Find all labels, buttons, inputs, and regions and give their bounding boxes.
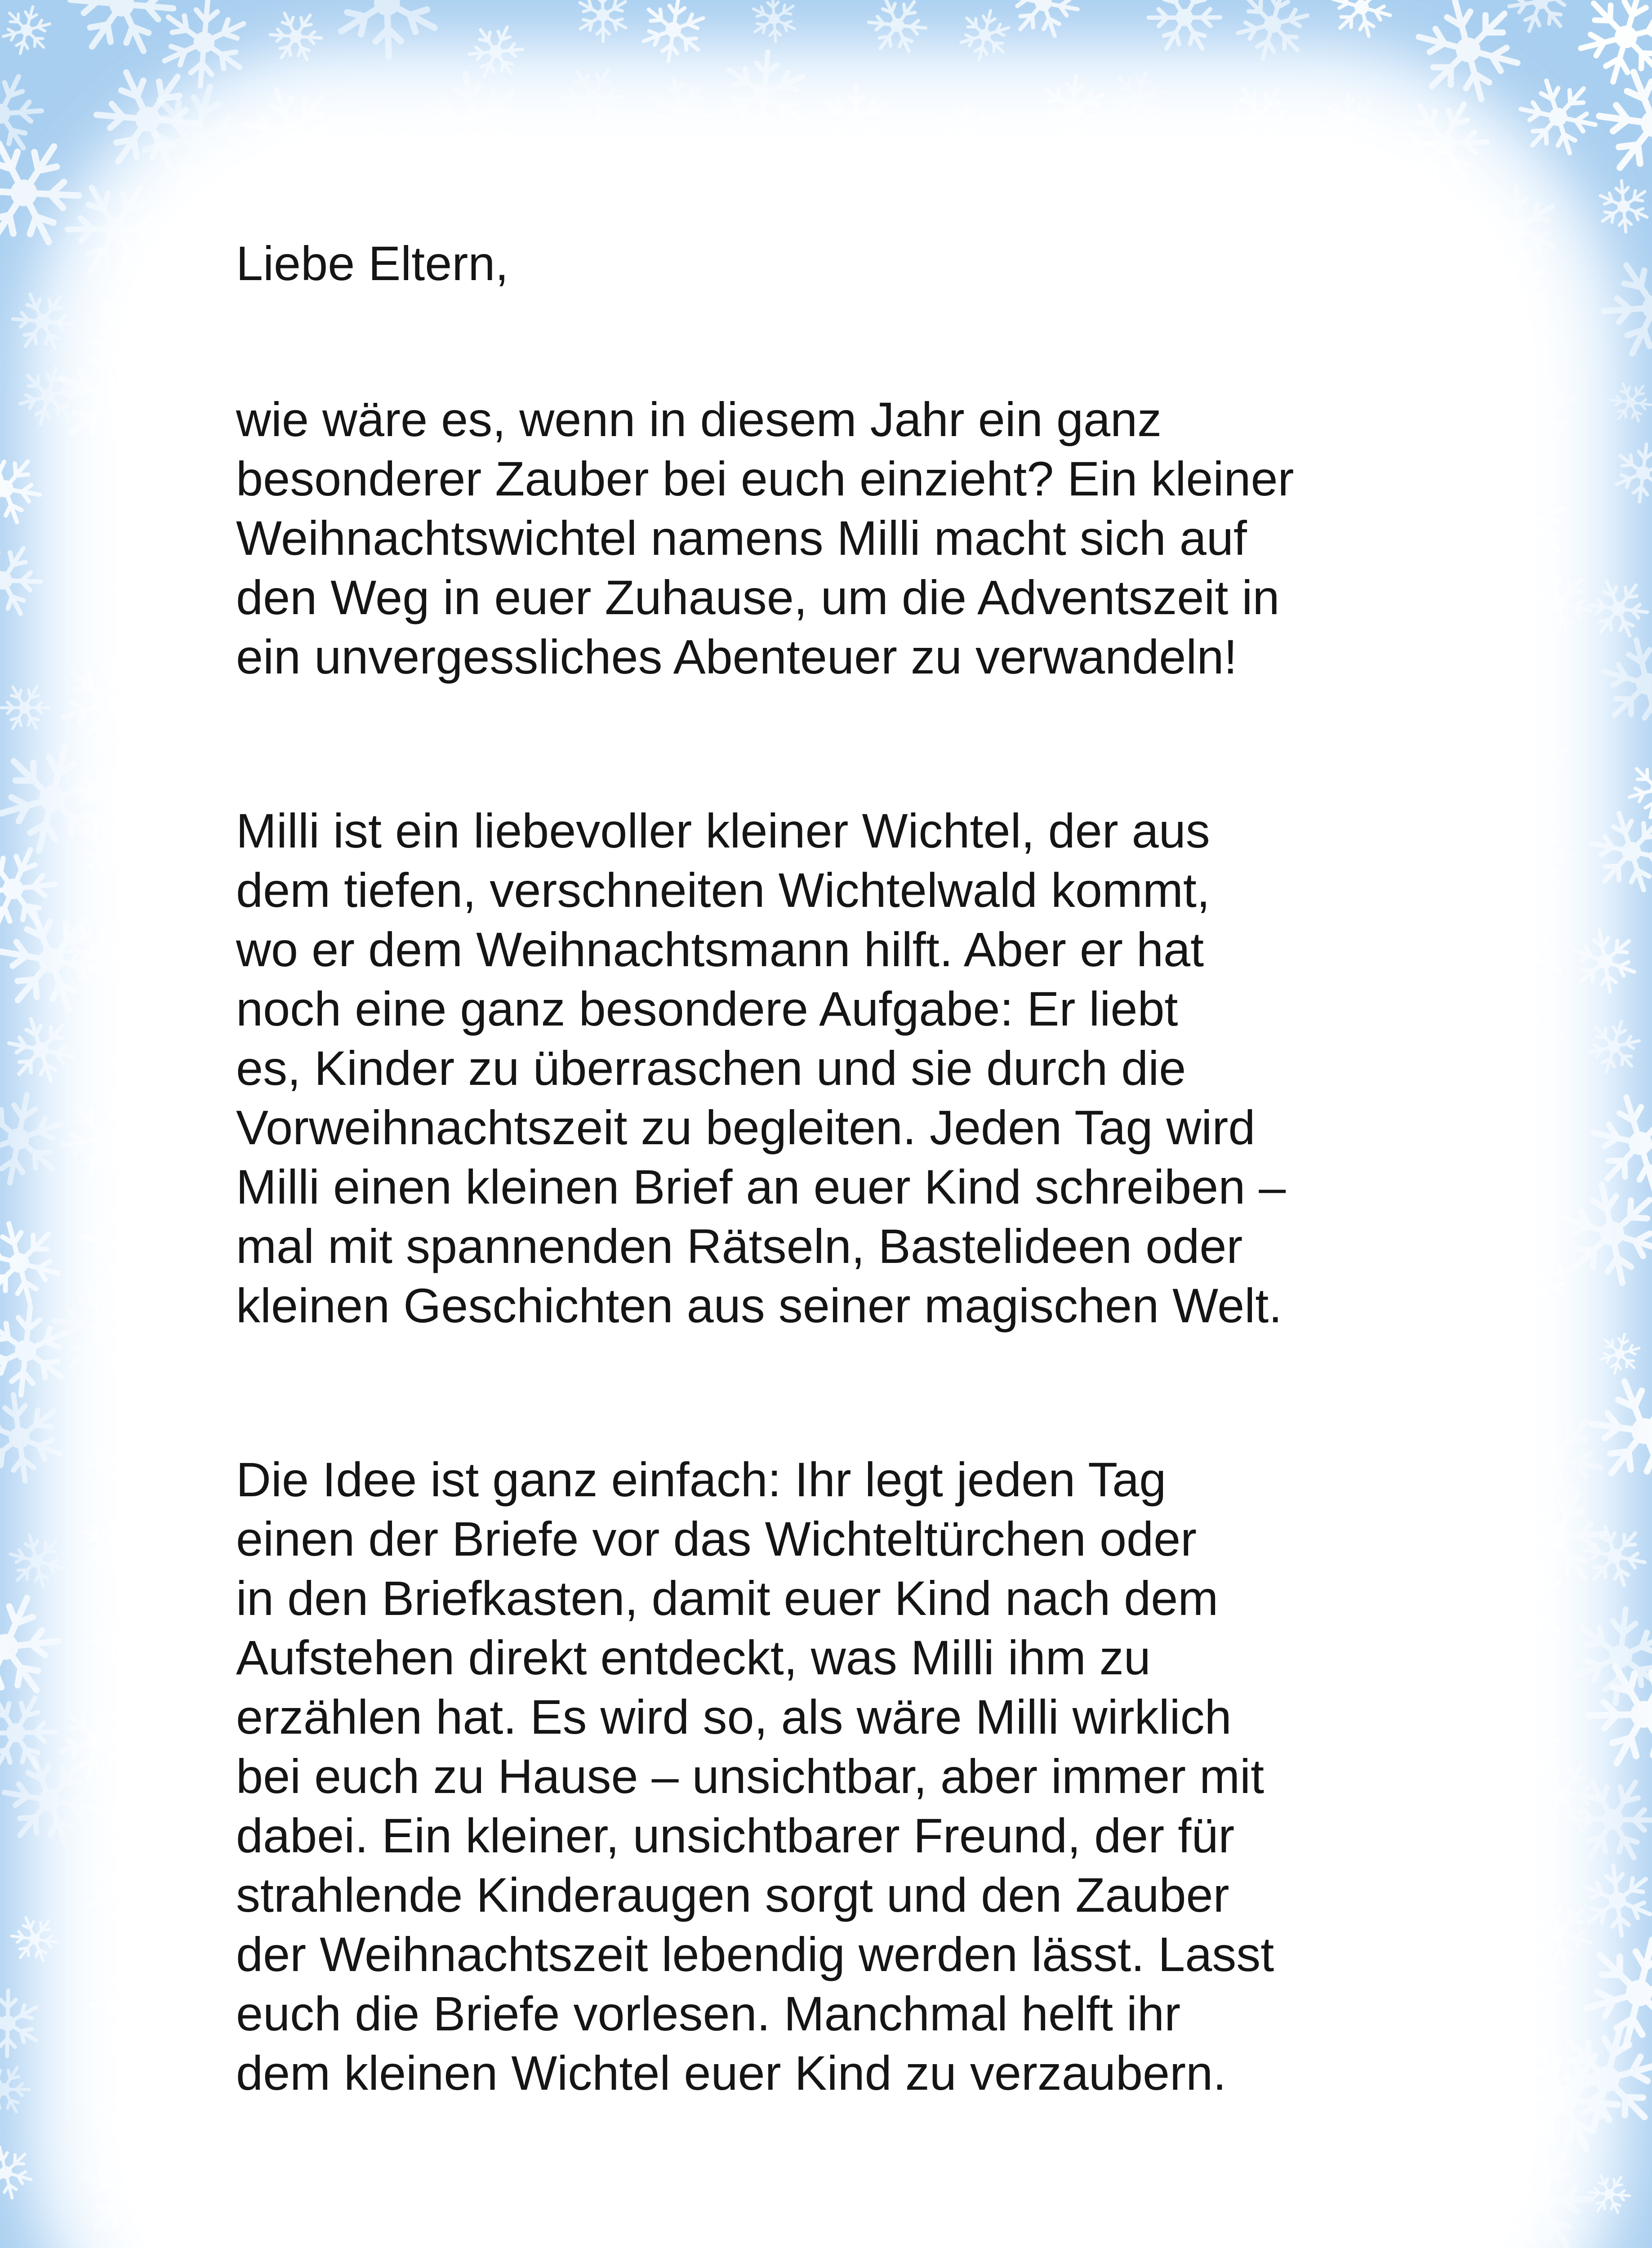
paragraph-line: wo er dem Weihnachtsmann hilft. Aber er hat bbox=[236, 922, 1204, 977]
snowflake-icon bbox=[0, 61, 50, 167]
paragraph-line: euch die Briefe vorlesen. Manchmal helft ihr bbox=[236, 1986, 1181, 2041]
letter-greeting: Liebe Eltern, bbox=[236, 236, 509, 290]
paragraph-line: Die Idee ist ganz einfach: Ihr legt jeden Tag bbox=[236, 1452, 1167, 1507]
snowflake-icon bbox=[1590, 174, 1652, 240]
paragraph-line: Milli einen kleinen Brief an euer Kind schreiben – bbox=[236, 1160, 1286, 1214]
snowflake-icon bbox=[0, 120, 94, 265]
snowflake-icon bbox=[4, 1908, 65, 1970]
letter-paragraph-1 bbox=[236, 390, 1450, 687]
paragraph-line: ein unvergessliches Abenteuer zu verwandeln! bbox=[236, 629, 1238, 684]
snowflake-icon bbox=[1583, 2167, 1636, 2221]
paragraph-line: bei euch zu Hause – unsichtbar, aber immer mit bbox=[236, 1749, 1265, 1803]
paragraph-line: Milli ist ein liebevoller kleiner Wichtel, der aus bbox=[236, 803, 1210, 858]
snowflake-icon bbox=[317, 0, 458, 71]
paragraph-line: Vorweihnachtszeit zu begleiten. Jeden Tag wird bbox=[236, 1100, 1256, 1155]
snowflake-icon bbox=[1581, 570, 1652, 647]
paragraph-line: dabei. Ein kleiner, unsichtbarer Freund, der für bbox=[236, 1808, 1235, 1863]
paragraph-line: besonderer Zauber bei euch einzieht? Ein kleiner bbox=[236, 451, 1294, 506]
snowflake-icon bbox=[0, 1209, 73, 1316]
snowflake-icon bbox=[0, 531, 51, 630]
snowflake-icon bbox=[744, 0, 805, 49]
snowflake-icon bbox=[1233, 0, 1312, 67]
paragraph-line: strahlende Kinderaugen sorgt und den Zauber bbox=[236, 1868, 1229, 1922]
paragraph-line: dem tiefen, verschneiten Wichtelwald kommt, bbox=[236, 863, 1210, 917]
snowflake-icon bbox=[1615, 441, 1652, 505]
snowflake-icon bbox=[724, 49, 804, 140]
snowflake-icon bbox=[0, 1, 53, 59]
snowflake-icon bbox=[556, 58, 631, 136]
snowflake-icon bbox=[0, 1302, 68, 1399]
paragraph-line: noch eine ganz besondere Aufgabe: Er liebt bbox=[236, 981, 1178, 1036]
snowflake-icon bbox=[1107, 65, 1167, 131]
snowflake-icon bbox=[1545, 1168, 1652, 1300]
snowflake-icon bbox=[1504, 0, 1578, 41]
snowflake-icon bbox=[997, 0, 1089, 49]
paragraph-line: dem kleinen Wichtel euer Kind zu verzaubern. bbox=[236, 2046, 1227, 2100]
snowflake-icon bbox=[1574, 0, 1652, 93]
letter-paragraph-2 bbox=[236, 801, 1450, 1335]
snowflake-icon bbox=[1593, 242, 1652, 373]
snowflake-icon bbox=[1575, 1605, 1652, 1708]
snowflake-icon bbox=[1575, 1360, 1652, 1502]
paragraph-line: der Weihnachtszeit lebendig werden lässt. Lasst bbox=[236, 1927, 1274, 1981]
paragraph-line: Aufstehen direkt entdeckt, was Milli ihm zu bbox=[236, 1630, 1151, 1685]
snowflake-icon bbox=[463, 18, 528, 86]
snowflake-icon bbox=[1, 1525, 72, 1597]
snowflake-icon bbox=[0, 1381, 77, 1494]
snowflake-icon bbox=[4, 282, 81, 361]
snowflake-icon bbox=[0, 442, 51, 536]
letter-body bbox=[236, 234, 1450, 2103]
paragraph-line: in den Briefkasten, damit euer Kind nach dem bbox=[236, 1571, 1219, 1625]
snowflake-icon bbox=[860, 0, 934, 63]
snowflake-icon bbox=[1548, 2015, 1652, 2143]
snowflake-icon bbox=[0, 1007, 84, 1093]
paragraph-line: Weihnachtswichtel namens Milli macht sich auf bbox=[236, 511, 1247, 565]
snowflake-icon bbox=[1604, 375, 1652, 429]
snowflake-icon bbox=[958, 6, 1011, 65]
snowflake-icon bbox=[1587, 624, 1652, 743]
snowflake-icon bbox=[1140, 0, 1229, 64]
snowflake-icon bbox=[1578, 798, 1652, 905]
paragraph-line: kleinen Geschichten aus seiner magischen Welt. bbox=[236, 1278, 1282, 1333]
snowflake-icon bbox=[0, 2138, 40, 2207]
paragraph-line: einen der Briefe vor das Wichteltürchen oder bbox=[236, 1512, 1197, 1566]
snowflake-icon bbox=[1576, 1079, 1652, 1208]
paragraph-line: mal mit spannenden Rätseln, Bastelideen oder bbox=[236, 1219, 1243, 1273]
snowflake-icon bbox=[641, 0, 706, 66]
snowflake-icon bbox=[0, 2056, 36, 2123]
snowflake-icon bbox=[1322, 0, 1401, 46]
snowflake-icon bbox=[1401, 0, 1536, 117]
snowflake-icon bbox=[0, 1682, 65, 1784]
snowflake-icon bbox=[1563, 920, 1647, 1002]
snowflake-icon bbox=[0, 1990, 36, 2056]
paragraph-line: erzählen hat. Es wird so, als wäre Milli wirklich bbox=[236, 1690, 1232, 1744]
letter-paragraph-3 bbox=[236, 1450, 1450, 2103]
paragraph-line: den Weg in euer Zuhause, um die Adventszeit in bbox=[236, 570, 1280, 624]
snowflake-icon bbox=[1585, 1015, 1643, 1078]
snowflake-icon bbox=[1042, 73, 1104, 145]
snowflake-icon bbox=[0, 677, 55, 739]
snowflake-icon bbox=[1626, 754, 1652, 823]
snowflake-icon bbox=[97, 2243, 156, 2248]
paragraph-line: es, Kinder zu überraschen und sie durch die bbox=[236, 1041, 1186, 1095]
snowflake-icon bbox=[263, 3, 329, 71]
snowflake-icon bbox=[0, 1087, 65, 1190]
snowflake-icon bbox=[1508, 67, 1608, 167]
snowflake-icon bbox=[0, 1579, 69, 1715]
snowflake-icon bbox=[0, 834, 64, 943]
paragraph-line: wie wäre es, wenn in diesem Jahr ein ganz bbox=[236, 392, 1162, 446]
snowflake-icon bbox=[569, 0, 637, 48]
snowflake-icon bbox=[1598, 1329, 1642, 1378]
